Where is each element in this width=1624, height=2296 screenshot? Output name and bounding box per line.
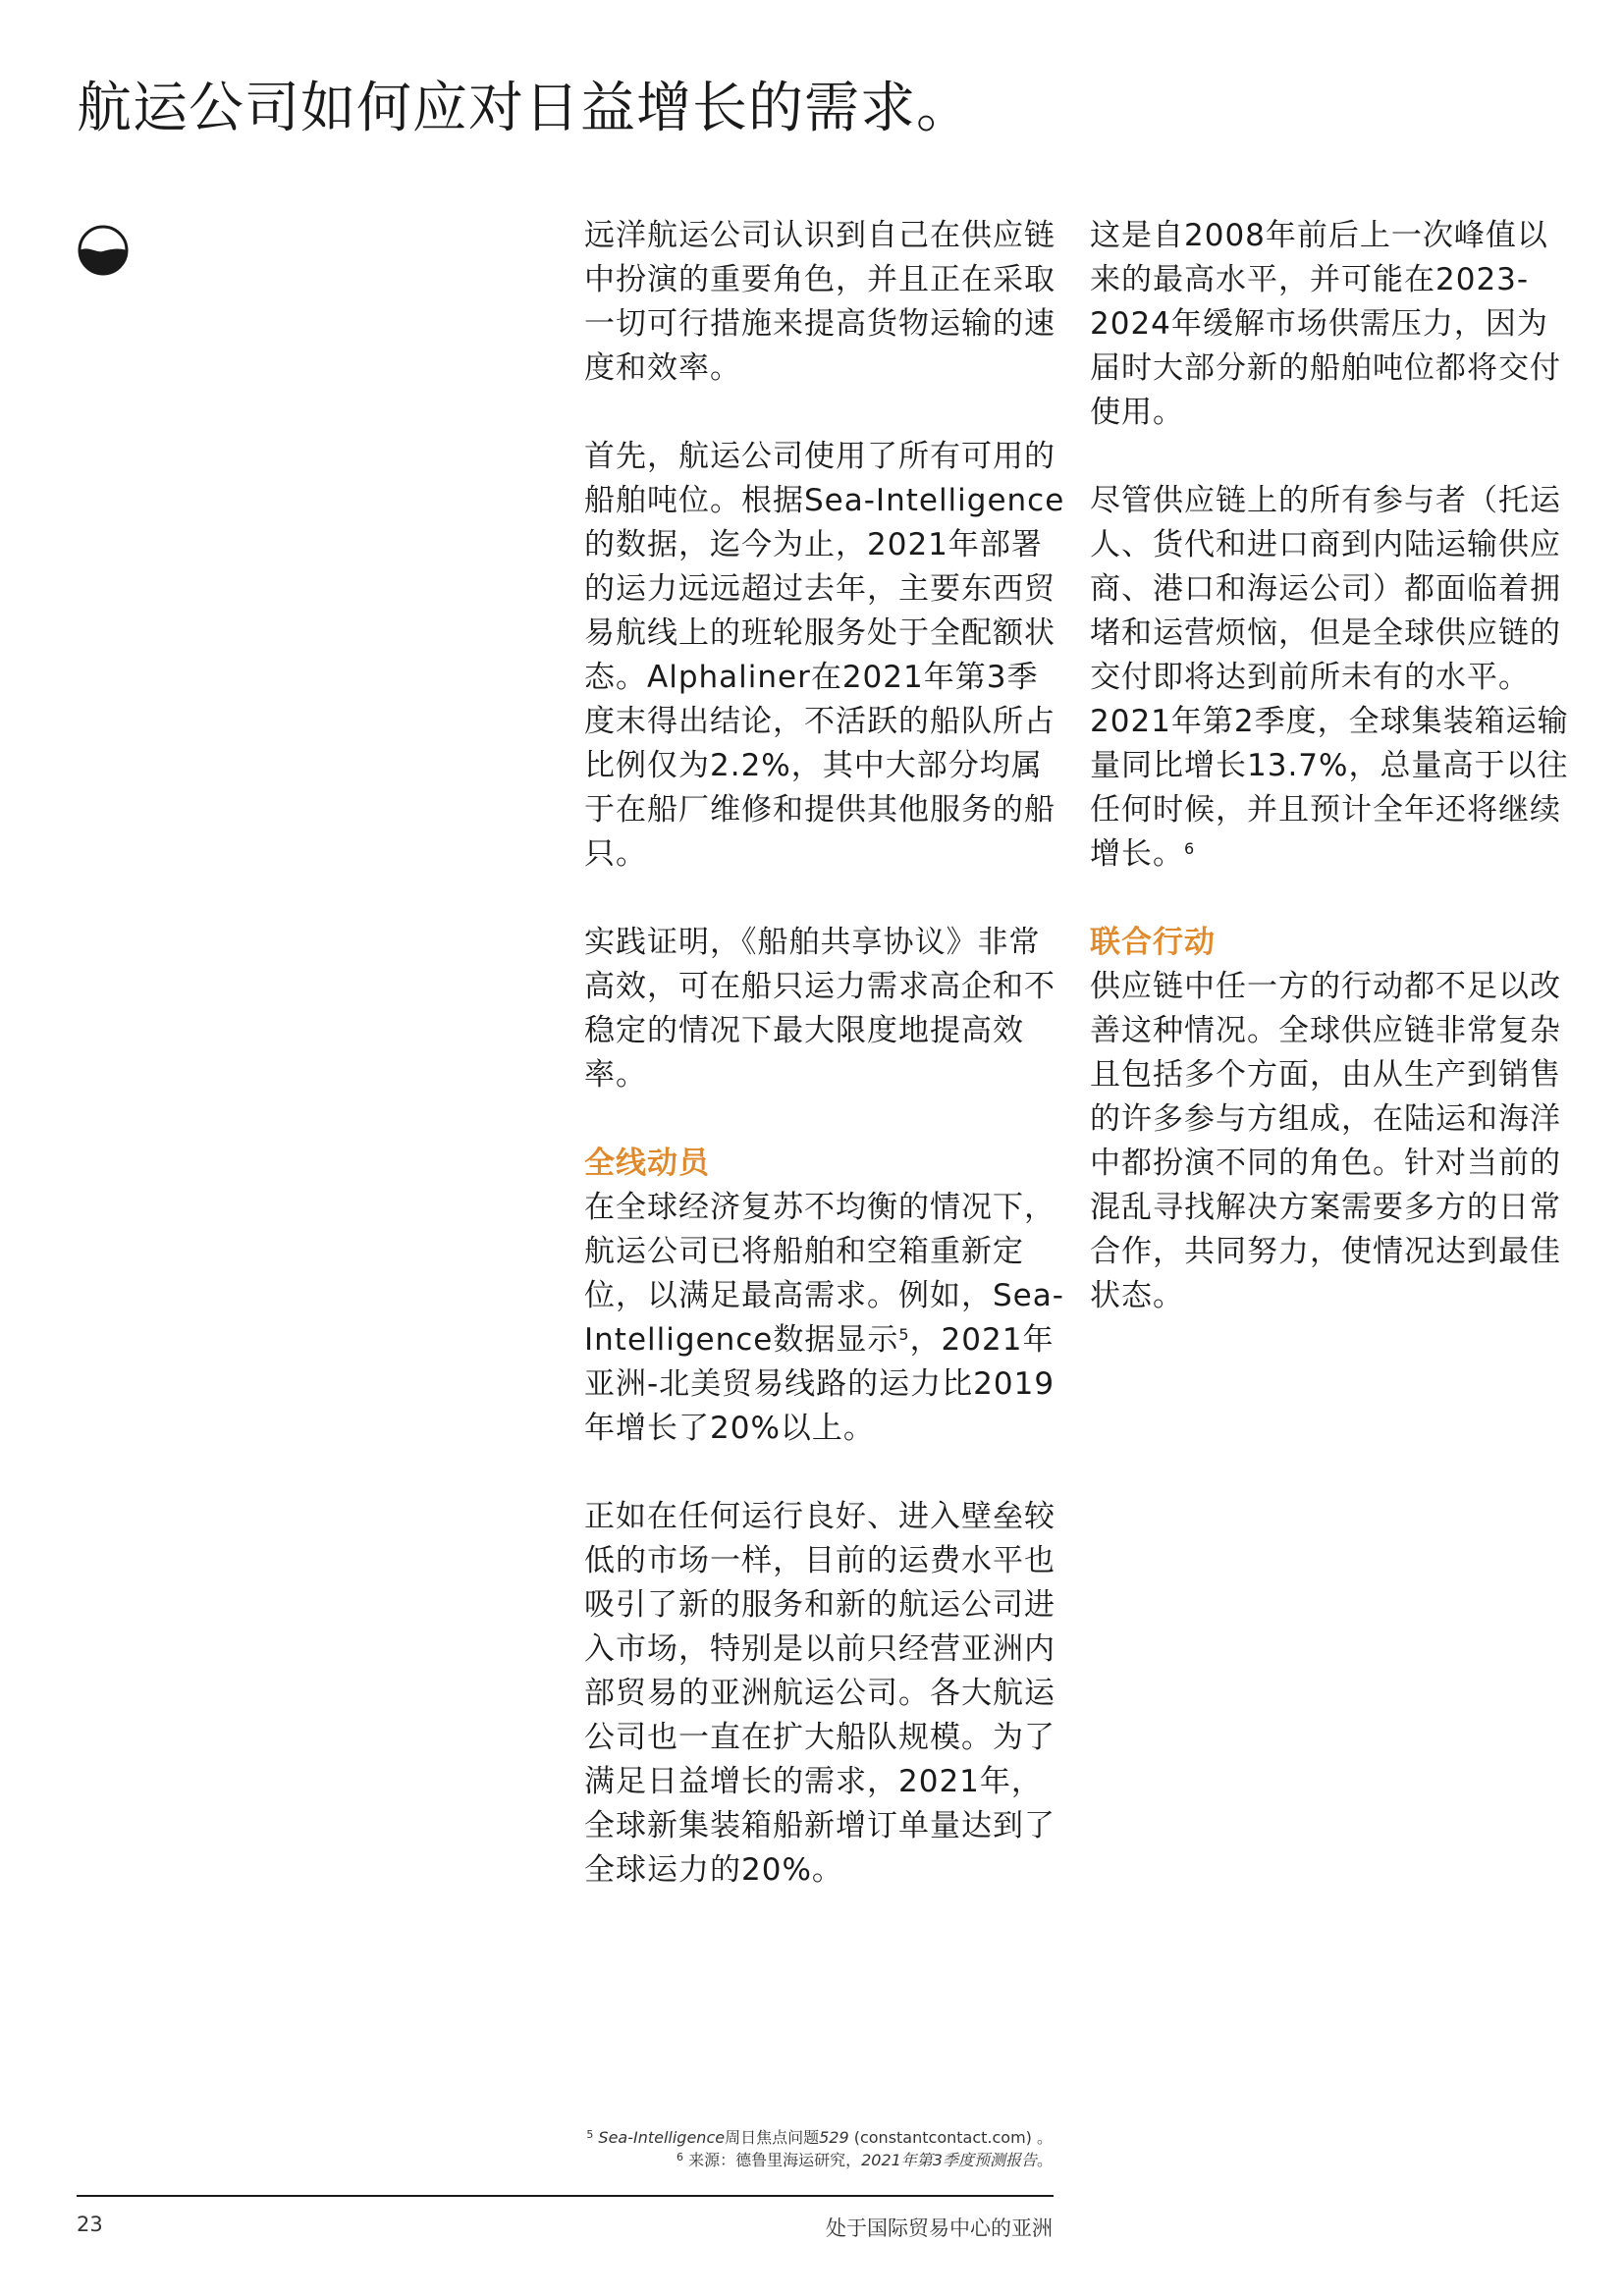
paragraph: 这是自2008年前后上一次峰值以来的最高水平，并可能在2023-2024年缓解市场供需压力，因为届时大部分新的船舶吨位都将交付使用。 [1090, 218, 1561, 430]
paragraph: 首先，航运公司使用了所有可用的船舶吨位。根据Sea-Intelligence的数据，迄今为止，2021年部署的运力远远超过去年，主要东西贸易航线上的班轮服务处于全配额状态。Alphaliner在2021年第3季度末得出结论，不活跃的船队所占比例仅为2.2%，其中大部分均属于在船厂维修和提供其他服务的船只。 [584, 439, 1065, 872]
paragraph: 在全球经济复苏不均衡的情况下，航运公司已将船舶和空箱重新定位，以满足最高需求。例如，Sea-Intelligence数据显示$^5$，2021年亚洲-北美贸易线路的运力比2019年增长了20%以上。 [584, 1190, 1064, 1446]
page-title: 航运公司如何应对日益增长的需求。 [77, 77, 972, 140]
paragraph: 实践证明，《船舶共享协议》非常高效，可在船只运力需求高企和不稳定的情况下最大限度地提高效率。 [584, 925, 1056, 1093]
text-column-left [584, 214, 1065, 1937]
footnote-5: $^5$ Sea-Intelligence周日焦点问题529 (constantcontact.com) 。 [586, 2128, 1053, 2147]
paragraph: 远洋航运公司认识到自己在供应链中扮演的重要角色，并且正在采取一切可行措施来提高货物运输的速度和效率。 [584, 218, 1056, 386]
footnote-6: $^6$ 来源：德鲁里海运研究，2021年第3季度预测报告。 [676, 2151, 1053, 2169]
paragraph: 尽管供应链上的所有参与者（托运人、货代和进口商到内陆运输供应商、港口和海运公司）都面临着拥堵和运营烦恼，但是全球供应链的交付即将达到前所未有的水平。2021年第2季度，全球集装箱运输量同比增长13.7%，总量高于以往任何时候，并且预计全年还将继续增长。$^6$ [1090, 483, 1569, 872]
footnote-ref: 6 [1184, 839, 1196, 858]
text-column-right [1090, 214, 1576, 1362]
footnote-ref: 5 [898, 1325, 910, 1344]
running-footer: 处于国际贸易中心的亚洲 [826, 2216, 1053, 2240]
section-heading: 联合行动 [1090, 925, 1216, 960]
section-heading: 全线动员 [584, 1146, 710, 1181]
footer-divider [77, 2195, 1054, 2197]
wave-circle-icon [77, 224, 130, 277]
footnotes [586, 2126, 1053, 2171]
paragraph: 供应链中任一方的行动都不足以改善这种情况。全球供应链非常复杂且包括多个方面，由从生产到销售的许多参与方组成，在陆运和海洋中都扮演不同的角色。针对当前的混乱寻找解决方案需要多方的日常合作，共同努力，使情况达到最佳状态。 [1090, 969, 1561, 1313]
paragraph: 正如在任何运行良好、进入壁垒较低的市场一样，目前的运费水平也吸引了新的服务和新的航运公司进入市场，特别是以前只经营亚洲内部贸易的亚洲航运公司。各大航运公司也一直在扩大船队规模。为了满足日益增长的需求，2021年，全球新集装箱船新增订单量达到了全球运力的20%。 [584, 1499, 1056, 1888]
page-number: 23 [77, 2213, 103, 2236]
